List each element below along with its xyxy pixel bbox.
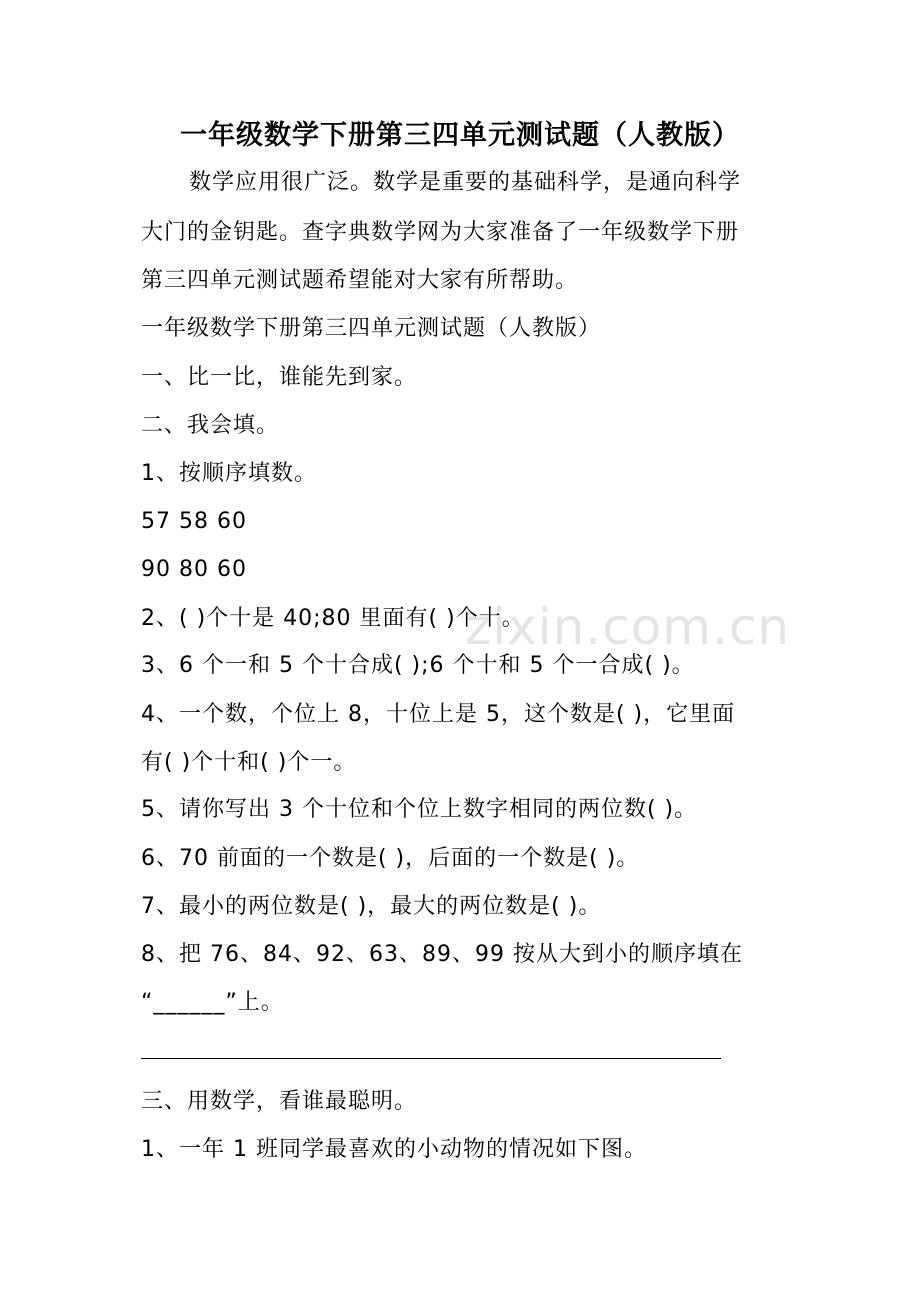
answer-blank-line xyxy=(141,1058,721,1059)
section-1-heading: 一、比一比，谁能先到家。 xyxy=(141,365,418,390)
question-1-row-2: 90 80 60 xyxy=(141,557,247,582)
section-3-question-1: 1、一年 1 班同学最喜欢的小动物的情况如下图。 xyxy=(141,1137,647,1162)
section-2-heading: 二、我会填。 xyxy=(141,413,280,438)
question-6: 6、70 前面的一个数是( )，后面的一个数是( )。 xyxy=(141,846,640,871)
question-7: 7、最小的两位数是( )，最大的两位数是( )。 xyxy=(141,894,602,919)
question-1-row-1: 57 58 60 xyxy=(141,509,247,534)
question-3: 3、6 个一和 5 个十合成( );6 个十和 5 个一合成( )。 xyxy=(141,653,695,678)
intro-line-2: 大门的金钥匙。查字典数学网为大家准备了一年级数学下册 xyxy=(141,220,740,245)
question-2: 2、( )个十是 40;80 里面有( )个十。 xyxy=(141,606,525,631)
document-title: 一年级数学下册第三四单元测试题（人教版） xyxy=(180,120,740,151)
intro-line-3: 第三四单元测试题希望能对大家有所帮助。 xyxy=(141,268,579,293)
question-5: 5、请你写出 3 个十位和个位上数字相同的两位数( )。 xyxy=(141,797,698,822)
section-3-heading: 三、用数学，看谁最聪明。 xyxy=(141,1089,418,1114)
question-4-line-2: 有( )个十和( )个一。 xyxy=(141,750,357,775)
question-8-line-2: “______”上。 xyxy=(141,990,284,1015)
question-1: 1、按顺序填数。 xyxy=(141,461,317,486)
question-4-line-1: 4、一个数，个位上 8，十位上是 5，这个数是( )，它里面 xyxy=(141,702,736,727)
question-8-line-1: 8、把 76、84、92、63、89、99 按从大到小的顺序填在 xyxy=(141,942,743,967)
watermark: zixin.com.cn xyxy=(465,598,791,656)
subtitle: 一年级数学下册第三四单元测试题（人教版） xyxy=(141,316,602,341)
intro-line-1: 数学应用很广泛。数学是重要的基础科学，是通向科学 xyxy=(189,170,742,195)
